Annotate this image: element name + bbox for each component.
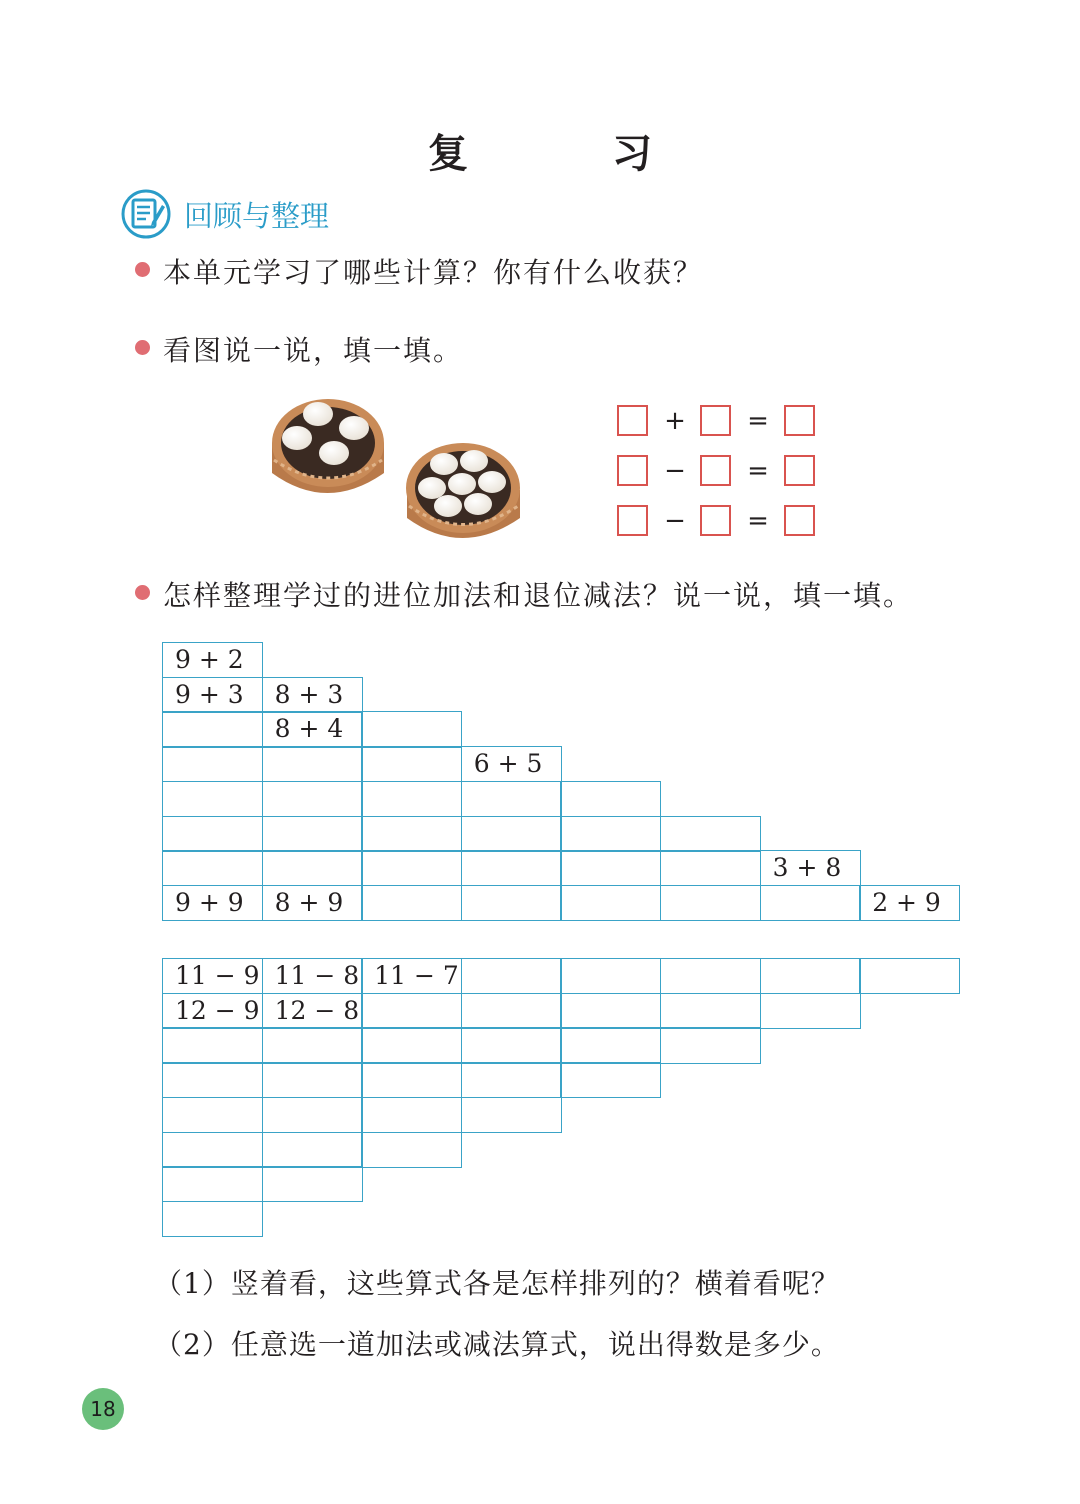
answer-box[interactable] bbox=[617, 505, 648, 536]
blank-cell[interactable] bbox=[162, 1132, 263, 1168]
expression-cell: 9 + 3 bbox=[162, 677, 263, 713]
answer-box[interactable] bbox=[617, 455, 648, 486]
blank-cell[interactable] bbox=[560, 993, 661, 1029]
operator-sign: − bbox=[664, 506, 686, 536]
blank-cell[interactable] bbox=[361, 885, 462, 921]
blank-cell[interactable] bbox=[262, 1132, 363, 1168]
expression-cell: 8 + 4 bbox=[262, 711, 363, 747]
answer-box[interactable] bbox=[617, 405, 648, 436]
expression-cell: 3 + 8 bbox=[760, 850, 861, 886]
expression-cell: 11 − 7 bbox=[361, 958, 462, 994]
expression-cell: 9 + 9 bbox=[162, 885, 263, 921]
blank-cell[interactable] bbox=[162, 1166, 263, 1202]
blank-cell[interactable] bbox=[560, 816, 661, 852]
blank-cell[interactable] bbox=[361, 1097, 462, 1133]
blank-cell[interactable] bbox=[361, 711, 462, 747]
blank-cell[interactable] bbox=[361, 993, 462, 1029]
blank-cell[interactable] bbox=[461, 885, 562, 921]
expression-cell: 8 + 3 bbox=[262, 677, 363, 713]
expression-cell: 8 + 9 bbox=[262, 885, 363, 921]
blank-cell[interactable] bbox=[660, 885, 761, 921]
blank-cell[interactable] bbox=[361, 746, 462, 782]
blank-cell[interactable] bbox=[162, 1062, 263, 1098]
page-number: 18 bbox=[82, 1388, 124, 1430]
expression-cell: 11 − 9 bbox=[162, 958, 263, 994]
blank-cell[interactable] bbox=[262, 781, 363, 817]
blank-cell[interactable] bbox=[262, 1027, 363, 1063]
expression-cell: 12 − 8 bbox=[262, 993, 363, 1029]
blank-cell[interactable] bbox=[461, 781, 562, 817]
equals-sign: = bbox=[747, 456, 769, 486]
answer-box[interactable] bbox=[784, 405, 815, 436]
blank-cell[interactable] bbox=[361, 816, 462, 852]
bullet-text-3: 怎样整理学过的进位加法和退位减法？说一说，填一填。 bbox=[163, 579, 914, 612]
bullet-text-2: 看图说一说，填一填。 bbox=[163, 334, 464, 367]
section-title: 回顾与整理 bbox=[184, 199, 330, 233]
blank-cell[interactable] bbox=[660, 993, 761, 1029]
blank-cell[interactable] bbox=[162, 746, 263, 782]
blank-cell[interactable] bbox=[859, 958, 960, 994]
blank-cell[interactable] bbox=[162, 1097, 263, 1133]
expression-cell: 11 − 8 bbox=[262, 958, 363, 994]
blank-cell[interactable] bbox=[262, 1062, 363, 1098]
blank-cell[interactable] bbox=[660, 1027, 761, 1063]
expression-cell: 12 − 9 bbox=[162, 993, 263, 1029]
bullet-dot bbox=[135, 585, 150, 600]
blank-cell[interactable] bbox=[262, 850, 363, 886]
blank-cell[interactable] bbox=[560, 1062, 661, 1098]
bullet-text-1: 本单元学习了哪些计算？你有什么收获？ bbox=[163, 256, 704, 289]
blank-cell[interactable] bbox=[560, 850, 661, 886]
blank-cell[interactable] bbox=[162, 850, 263, 886]
equals-sign: = bbox=[747, 506, 769, 536]
answer-box[interactable] bbox=[784, 455, 815, 486]
blank-cell[interactable] bbox=[660, 850, 761, 886]
expression-cell: 2 + 9 bbox=[859, 885, 960, 921]
steamer-with-4-buns bbox=[272, 399, 384, 493]
operator-sign: + bbox=[664, 406, 686, 436]
answer-box[interactable] bbox=[700, 455, 731, 486]
blank-cell[interactable] bbox=[162, 1027, 263, 1063]
expression-cell: 6 + 5 bbox=[461, 746, 562, 782]
steamer-with-7-buns bbox=[406, 443, 520, 538]
blank-cell[interactable] bbox=[361, 1027, 462, 1063]
steamed-buns-illustration bbox=[262, 388, 532, 553]
blank-cell[interactable] bbox=[361, 850, 462, 886]
equals-sign: = bbox=[747, 406, 769, 436]
blank-cell[interactable] bbox=[560, 885, 661, 921]
blank-cell[interactable] bbox=[262, 1097, 363, 1133]
blank-cell[interactable] bbox=[760, 958, 861, 994]
blank-cell[interactable] bbox=[461, 993, 562, 1029]
blank-cell[interactable] bbox=[461, 850, 562, 886]
answer-box[interactable] bbox=[700, 505, 731, 536]
blank-cell[interactable] bbox=[760, 885, 861, 921]
blank-cell[interactable] bbox=[262, 1166, 363, 1202]
blank-cell[interactable] bbox=[660, 816, 761, 852]
blank-cell[interactable] bbox=[162, 711, 263, 747]
blank-cell[interactable] bbox=[461, 958, 562, 994]
blank-cell[interactable] bbox=[162, 1201, 263, 1237]
question-1: （1）竖着看，这些算式各是怎样排列的？横着看呢？ bbox=[154, 1267, 840, 1300]
bullet-dot bbox=[135, 340, 150, 355]
blank-cell[interactable] bbox=[560, 958, 661, 994]
blank-cell[interactable] bbox=[361, 1132, 462, 1168]
page-title: 复 习 bbox=[428, 131, 704, 177]
expression-cell: 9 + 2 bbox=[162, 642, 263, 678]
question-2: （2）任意选一道加法或减法算式，说出得数是多少。 bbox=[154, 1328, 840, 1361]
answer-box[interactable] bbox=[700, 405, 731, 436]
blank-cell[interactable] bbox=[560, 781, 661, 817]
blank-cell[interactable] bbox=[461, 1097, 562, 1133]
answer-box[interactable] bbox=[784, 505, 815, 536]
blank-cell[interactable] bbox=[461, 1027, 562, 1063]
operator-sign: − bbox=[664, 456, 686, 486]
blank-cell[interactable] bbox=[162, 781, 263, 817]
blank-cell[interactable] bbox=[361, 781, 462, 817]
blank-cell[interactable] bbox=[262, 746, 363, 782]
review-notes-icon bbox=[120, 188, 172, 240]
blank-cell[interactable] bbox=[760, 993, 861, 1029]
blank-cell[interactable] bbox=[560, 1027, 661, 1063]
blank-cell[interactable] bbox=[461, 816, 562, 852]
bullet-dot bbox=[135, 262, 150, 277]
blank-cell[interactable] bbox=[660, 958, 761, 994]
blank-cell[interactable] bbox=[361, 1062, 462, 1098]
blank-cell[interactable] bbox=[461, 1062, 562, 1098]
blank-cell[interactable] bbox=[262, 816, 363, 852]
blank-cell[interactable] bbox=[162, 816, 263, 852]
